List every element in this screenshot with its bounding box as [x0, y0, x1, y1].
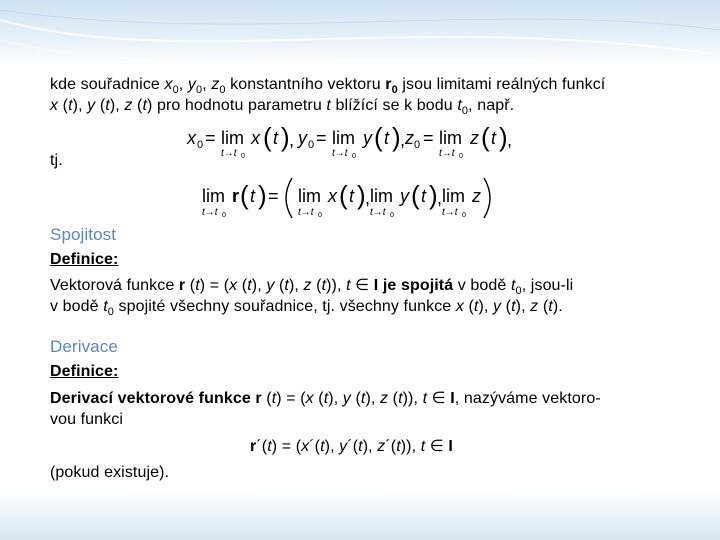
svg-text:,: , — [507, 130, 513, 150]
svg-text:z: z — [472, 186, 481, 206]
tj-label: tj. — [50, 152, 63, 169]
svg-text:y: y — [363, 128, 372, 148]
svg-text:0: 0 — [318, 212, 322, 219]
svg-text:0: 0 — [390, 212, 394, 219]
svg-text:0: 0 — [197, 139, 204, 151]
svg-text:): ) — [429, 180, 438, 210]
svg-text:lim: lim — [202, 186, 225, 206]
svg-text:lim: lim — [370, 186, 393, 206]
definition-label-spojitost: Definice: — [50, 251, 119, 268]
svg-text:): ) — [392, 122, 401, 152]
svg-text:z: z — [470, 128, 479, 148]
svg-text:=: = — [423, 128, 434, 148]
bottom-gradient-band — [0, 490, 720, 540]
svg-text:,: , — [437, 188, 443, 208]
svg-text:t: t — [491, 128, 497, 148]
svg-text:lim: lim — [332, 128, 355, 148]
svg-text:0: 0 — [414, 139, 421, 151]
section-heading-derivace: Derivace — [50, 337, 118, 356]
svg-text:t→t: t→t — [221, 148, 237, 159]
vector-limit-formula — [200, 174, 495, 222]
svg-text:t→t: t→t — [202, 207, 218, 218]
svg-text:t: t — [349, 186, 355, 206]
svg-text:lim: lim — [439, 128, 462, 148]
svg-text:t: t — [273, 128, 279, 148]
svg-text:lim: lim — [442, 186, 465, 206]
svg-text:,: , — [400, 130, 406, 150]
svg-text:t→t: t→t — [332, 148, 348, 159]
svg-text:t→t: t→t — [370, 207, 386, 218]
svg-text:(: ( — [240, 180, 249, 210]
svg-text:t: t — [250, 186, 256, 206]
svg-text:lim: lim — [298, 186, 321, 206]
svg-text:=: = — [316, 128, 327, 148]
svg-text:z: z — [405, 128, 414, 148]
svg-text:=: = — [205, 128, 216, 148]
intro-paragraph: kde souřadnice $x_0$, $y_0$, $z_0$ konstantního vektoru $r_0$ jsou limitami reálných funkcí x (t), y (t), z (t) pro hodnotu parametru t blížící se k bodu $t_0$, např. — [50, 76, 606, 118]
svg-text:0: 0 — [352, 153, 356, 160]
svg-text:t: t — [384, 128, 390, 148]
svg-text:=: = — [268, 186, 279, 206]
svg-text:x: x — [251, 128, 260, 148]
svg-text:,: , — [365, 188, 371, 208]
svg-text:t: t — [421, 186, 427, 206]
section-heading-spojitost: Spojitost — [50, 225, 117, 244]
svg-text:(: ( — [339, 180, 348, 210]
svg-text:t→t: t→t — [298, 207, 314, 218]
continuity-definition: Vektorová funkce r (t) = (x (t), y (t), z (t)), t ∈ I je spojitá v bodě $t_0$, jsou-li v bodě $t_0$ spojité všechny souřadnice, tj. všechny funkce x (t), y (t), z (t). — [50, 277, 574, 319]
svg-text:lim: lim — [221, 128, 244, 148]
derivative-note: (pokud existuje). — [50, 464, 170, 481]
svg-text:(: ( — [411, 180, 420, 210]
svg-text:): ) — [499, 122, 508, 152]
svg-text:t→t: t→t — [442, 207, 458, 218]
svg-text:0: 0 — [308, 139, 315, 151]
derivative-definition: Derivací vektorové funkce r (t) = (x (t), y (t), z (t)), t ∈ I, nazýváme vektoro- vou funkci — [50, 390, 601, 428]
svg-text:0: 0 — [222, 212, 226, 219]
svg-text:0: 0 — [462, 212, 466, 219]
svg-text:y: y — [400, 186, 409, 206]
svg-text:r: r — [232, 186, 240, 206]
svg-text:): ) — [357, 180, 366, 210]
svg-text:(: ( — [481, 122, 490, 152]
svg-text:y: y — [298, 128, 307, 148]
svg-text:t→t: t→t — [439, 148, 455, 159]
definition-label-derivace: Definice: — [50, 363, 119, 380]
derivative-formula: r´(t) = (x´(t), y´(t), z´(t)), t ∈ I — [250, 438, 453, 455]
svg-text:): ) — [258, 180, 267, 210]
svg-text:(: ( — [263, 122, 272, 152]
svg-text:0: 0 — [241, 153, 245, 160]
svg-text:x: x — [187, 128, 196, 148]
svg-text:x: x — [328, 186, 337, 206]
svg-text:0: 0 — [459, 153, 463, 160]
svg-text:): ) — [281, 122, 290, 152]
svg-text:,: , — [289, 130, 295, 150]
svg-text:(: ( — [374, 122, 383, 152]
